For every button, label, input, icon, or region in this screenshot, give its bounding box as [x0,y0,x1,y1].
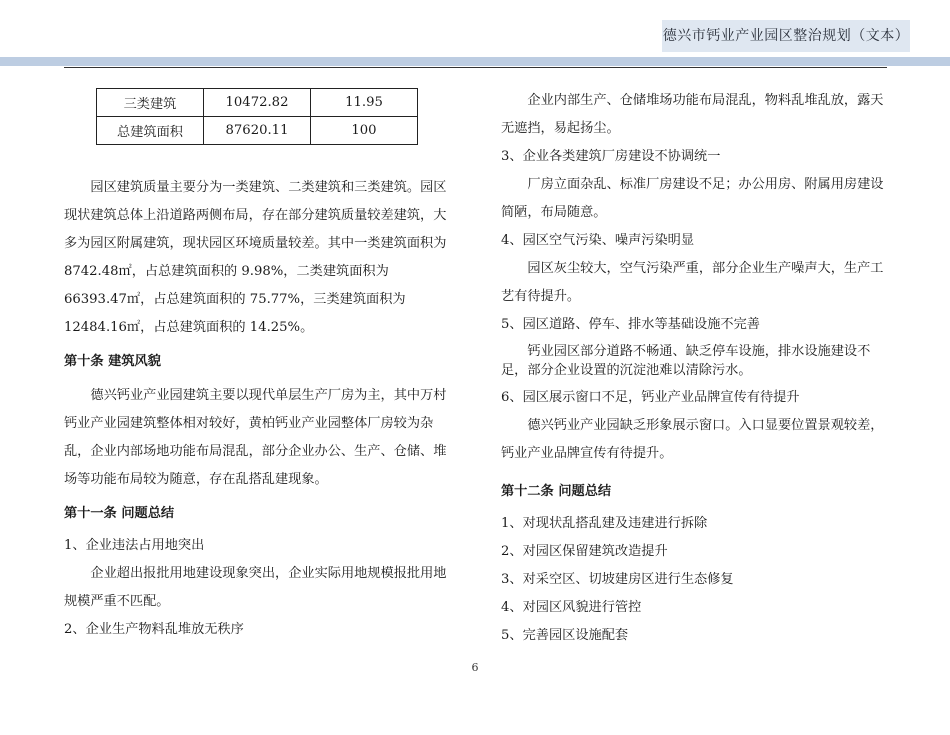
table-cell: 10472.82 [204,89,311,117]
table-cell: 总建筑面积 [97,117,204,145]
storage-paragraph: 企业内部生产、仓储堆场功能布局混乱，物料乱堆乱放，露天无遮挡，易起扬尘。 [501,93,884,136]
building-style-paragraph: 德兴钙业产业园建筑主要以现代单层生产厂房为主，其中万村钙业产业园建筑整体相对较好，黄柏钙业产业园整体厂房较为杂乱，企业内部场地功能布局混乱，部分企业办公、生产、仓储、堆场等功能布局较为随意，存在乱搭乱建现象。 [64,388,447,487]
list-item: 2、对园区保留建筑改造提升 [501,544,668,559]
list-item: 5、园区道路、停车、排水等基础设施不完善 [501,317,760,332]
list-item: 4、园区空气污染、噪声污染明显 [501,233,695,248]
header-rule [64,67,887,68]
list-item: 6、园区展示窗口不足，钙业产业品牌宣传有待提升 [501,390,800,405]
pollution-paragraph: 园区灰尘较大，空气污染严重，部分企业生产噪声大，生产工艺有待提升。 [501,261,884,304]
list-item: 5、完善园区设施配套 [501,628,629,643]
document-header-title: 德兴市钙业产业园区整治规划（文本） [662,20,910,52]
table-cell: 87620.11 [204,117,311,145]
section-heading-12: 第十二条 问题总结 [501,484,612,499]
list-item: 1、企业违法占用地突出 [64,538,205,553]
table-cell: 100 [311,117,418,145]
header-band [0,57,950,66]
showcase-paragraph: 德兴钙业产业园缺乏形象展示窗口。入口显要位置景观较差，钙业产业品牌宣传有待提升。 [501,418,884,461]
list-item: 4、对园区风貌进行管控 [501,600,642,615]
list-item: 2、企业生产物料乱堆放无秩序 [64,622,244,637]
table-cell: 三类建筑 [97,89,204,117]
building-quality-paragraph: 园区建筑质量主要分为一类建筑、二类建筑和三类建筑。园区现状建筑总体上沿道路两侧布局，存在部分建筑质量较差建筑，大多为园区附属建筑，现状园区环境质量较差。其中一类建筑面积为 8742.48㎡，占总建筑面积的 9.98%，二类建筑面积为 66393.47㎡，占总建筑面积的 75.77%，三类建筑面积为 12484.16㎡，占总建筑面积的 14.25%。 [64,180,447,335]
building-area-table [96,88,418,145]
table-cell: 11.95 [311,89,418,117]
table-row [97,89,418,117]
list-item: 1、对现状乱搭乱建及违建进行拆除 [501,516,708,531]
section-heading-10: 第十条 建筑风貌 [64,354,161,369]
infrastructure-paragraph: 钙业园区部分道路不畅通、缺乏停车设施，排水设施建设不足，部分企业设置的沉淀池难以清除污水。 [501,344,871,378]
list-item: 3、企业各类建筑厂房建设不协调统一 [501,149,721,164]
left-column [64,174,450,644]
page-number: 6 [471,661,479,674]
table-row [97,117,418,145]
right-column [501,87,887,650]
list-item: 3、对采空区、切坡建房区进行生态修复 [501,572,734,587]
section-heading-11: 第十一条 问题总结 [64,506,175,521]
land-use-paragraph: 企业超出报批用地建设现象突出，企业实际用地规模报批用地规模严重不匹配。 [64,566,447,609]
facade-paragraph: 厂房立面杂乱、标准厂房建设不足；办公用房、附属用房建设简陋，布局随意。 [501,177,884,220]
